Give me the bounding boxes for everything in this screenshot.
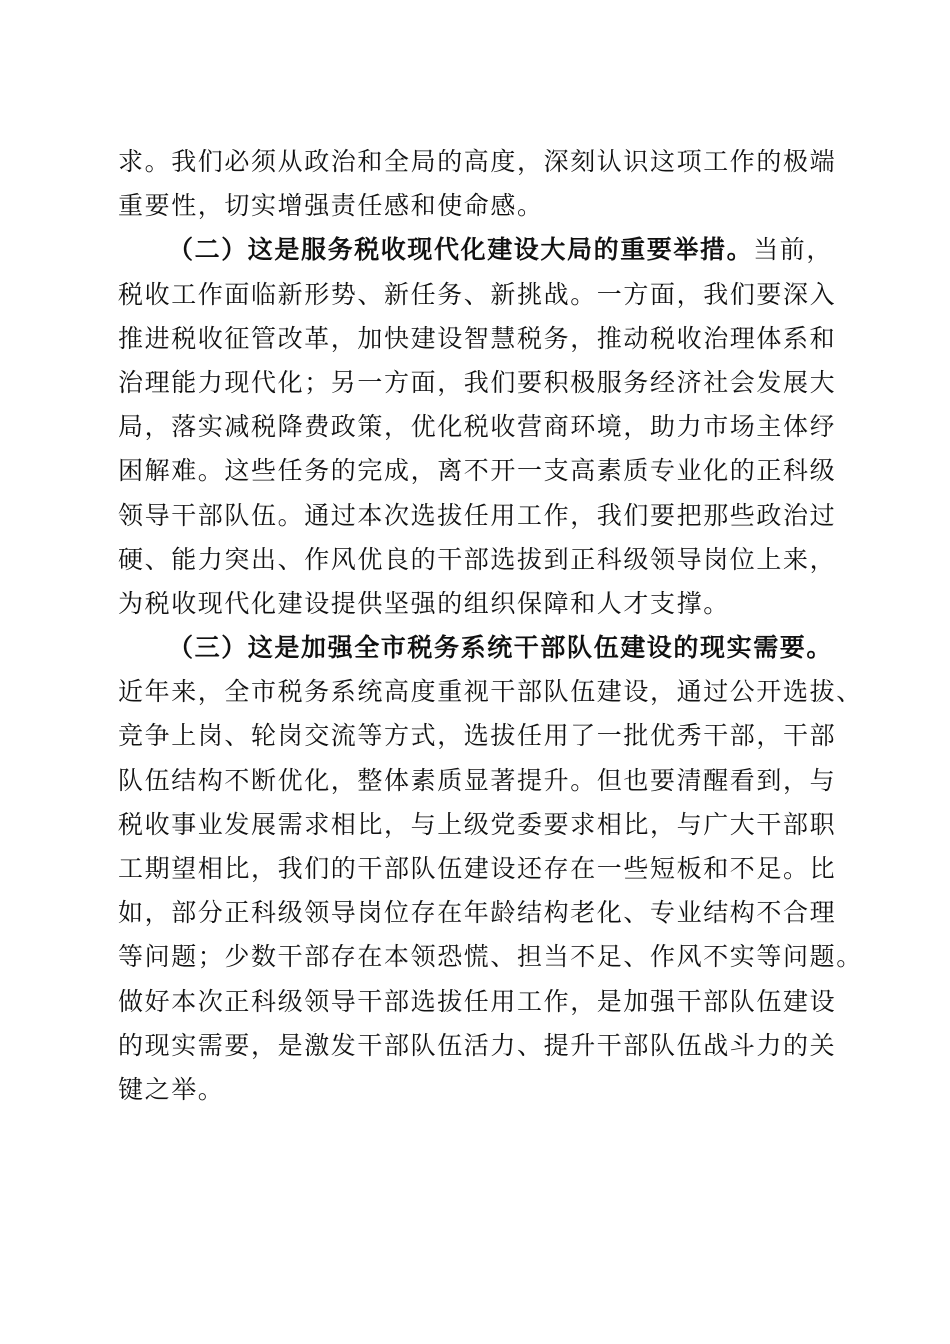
- text-line: 工期望相比，我们的干部队伍建设还存在一些短板和不足。比: [118, 854, 837, 883]
- section-heading: （三）这是加强全市税务系统干部队伍建设的现实需要。: [168, 633, 834, 663]
- paragraph-section-two: [118, 228, 837, 626]
- text-line: 治理能力现代化；另一方面，我们要积极服务经济社会发展大: [118, 367, 837, 397]
- text-line: [118, 228, 834, 272]
- text-line: 税收工作面临新形势、新任务、新挑战。一方面，我们要深入: [118, 279, 837, 309]
- text-line: 领导干部队伍。通过本次选拔任用工作，我们要把那些政治过: [118, 500, 837, 530]
- paragraph-continuation: [118, 140, 837, 228]
- text-line: 硬、能力突出、作风优良的干部选拔到正科级领导岗位上来，: [118, 544, 837, 574]
- text-line: 做好本次正科级领导干部选拔任用工作，是加强干部队伍建设: [118, 986, 837, 1016]
- text-line: 局，落实减税降费政策，优化税收营商环境，助力市场主体纾: [118, 412, 837, 442]
- text-line: 如，部分正科级领导岗位存在年龄结构老化、专业结构不合理: [118, 898, 837, 928]
- text-line: 推进税收征管改革，加快建设智慧税务，推动税收治理体系和: [118, 323, 837, 353]
- text-line: 困解难。这些任务的完成，离不开一支高素质专业化的正科级: [118, 456, 837, 486]
- heading-continuation: 当前，: [753, 235, 834, 265]
- text-line: [118, 626, 834, 670]
- paragraph-section-three: [118, 626, 863, 1112]
- text-line: 队伍结构不断优化，整体素质显著提升。但也要清醒看到，与: [118, 765, 837, 795]
- text-line: 竞争上岗、轮岗交流等方式，选拔任用了一批优秀干部，干部: [118, 721, 837, 751]
- body-text: [118, 140, 863, 1112]
- text-line: 的现实需要，是激发干部队伍活力、提升干部队伍战斗力的关: [118, 1030, 837, 1060]
- text-line: 键之举。: [118, 1074, 225, 1104]
- text-line: 求。我们必须从政治和全局的高度，深刻认识这项工作的极端: [118, 147, 837, 176]
- text-line: 为税收现代化建设提供坚强的组织保障和人才支撑。: [118, 588, 730, 618]
- text-line: 重要性，切实增强责任感和使命感。: [118, 191, 544, 221]
- text-line: 税收事业发展需求相比，与上级党委要求相比，与广大干部职: [118, 809, 837, 839]
- text-line: 近年来，全市税务系统高度重视干部队伍建设，通过公开选拔、: [118, 677, 863, 707]
- text-line: 等问题；少数干部存在本领恐慌、担当不足、作风不实等问题。: [118, 942, 863, 972]
- section-heading: （二）这是服务税收现代化建设大局的重要举措。: [168, 235, 754, 265]
